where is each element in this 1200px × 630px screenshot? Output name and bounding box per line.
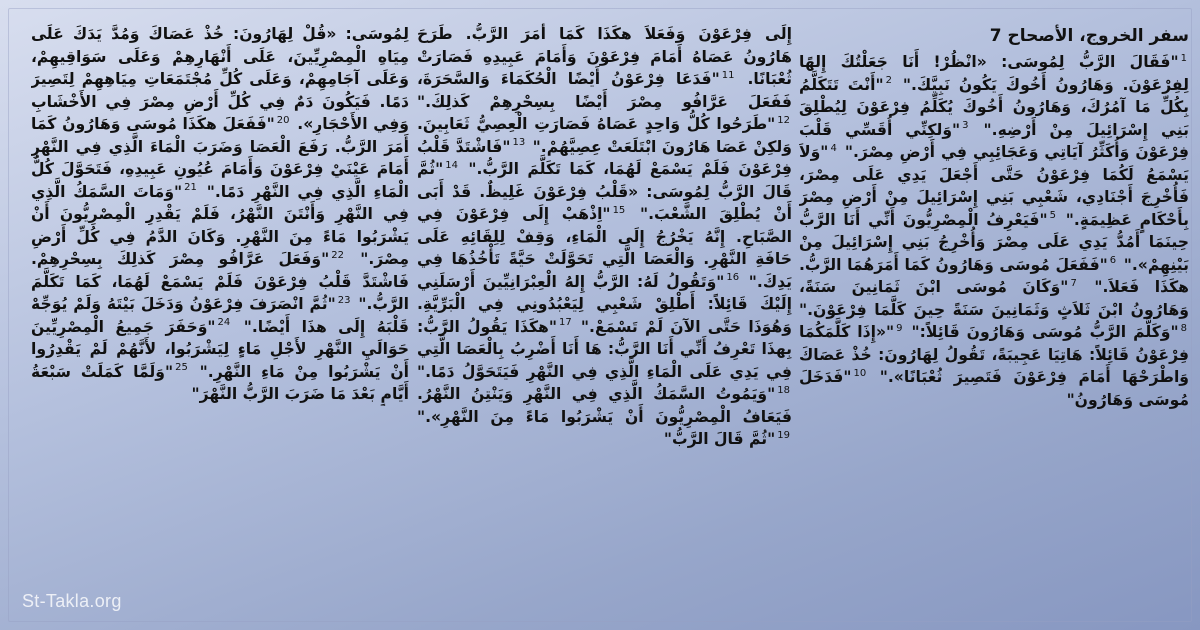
verse-text: "وَكَلَّمَ الرَّبُّ مُوسَى وَهَارُونَ قَائِلاً:" bbox=[904, 323, 1179, 341]
verse-text: "ثُمَّ قَالَ الرَّبُّ لِمُوسَى: «قَلْبُ فِرْعَوْنَ غَلِيظٌ. قَدْ أَبَى أَنْ يُطْلِقَ الشَّعْبَ." bbox=[417, 160, 792, 223]
verse-number: 22 bbox=[331, 249, 344, 261]
text-column-right bbox=[799, 23, 1189, 411]
verse bbox=[417, 385, 792, 426]
verse-text: "فَدَعَا فِرْعَوْنُ أَيْضًا الْحُكَمَاءَ وَالسَّحَرَةَ، فَفَعَلَ عَرَّافُو مِصْرَ أَيْضًا بِسِحْرِهِمْ كَذلِكَ." bbox=[417, 70, 792, 111]
verse-text: "وَيَمُوتُ السَّمَكُ الَّذِي فِي النَّهْرِ وَيَنْتِنُ النَّهْرُ. فَيَعَافُ الْمِصْرِيُّونَ أَنْ يَشْرَبُوا مَاءً مِنَ النَّهْرِ»." bbox=[417, 385, 792, 426]
verse-text: "وَحَفَرَ جَمِيعُ الْمِصْرِيِّينَ حَوَالَيِ النَّهْرِ لأَجْلِ مَاءٍ لِيَشْرَبُوا، لأَنَّهُمْ لَمْ يَقْدِرُوا أَنْ يَشْرَبُوا مِنْ مَاءِ النَّهْرِ." bbox=[31, 317, 409, 381]
verse bbox=[664, 430, 792, 448]
verse-number: 17 bbox=[558, 317, 572, 329]
verse-number: 4 bbox=[830, 142, 837, 154]
verse-number: 6 bbox=[1109, 255, 1117, 267]
verse-list bbox=[31, 23, 409, 406]
verse-text: "أَنْتَ تَتَكَلَّمُ بِكُلِّ مَا آمُرُكَ، وَهَارُونُ أَخُوكَ يُكَلِّمُ فِرْعَوْنَ لِيُطْلِقَ بَنِي إِسْرَائِيلَ مِنْ أَرْضِهِ." bbox=[799, 75, 1189, 139]
verse-text: إِلَى فِرْعَوْنَ وَفَعَلاَ هكَذَا كَمَا أَمَرَ الرَّبُّ. طَرَحَ هَارُونُ عَصَاهُ أَمَامَ فِرْعَوْنَ وَأَمَامَ عَبِيدِهِ فَصَارَتْ ثُعْبَانًا. bbox=[417, 25, 792, 88]
verse-text: لِمُوسَى: «قُلْ لِهَارُونَ: خُذْ عَصَاكَ وَمُدَّ يَدَكَ عَلَى مِيَاهِ الْمِصْرِيِّينَ، عَلَى أَنْهَارِهِمْ وَعَلَى سَوَاقِيهِمْ، وَعَلَى آجَامِهِمْ، وَعَلَى كُلِّ مُجْتَمَعَاتِ مِيَاهِهِمْ لِتَصِيرَ دَمًا. فَيَكُونَ دَمٌ فِي كُلِّ أَرْضِ مِصْرَ فِي الأَخْشَابِ وَفِي الأَحْجَارِ». bbox=[31, 25, 409, 133]
verse-text: "فَيَعْرِفُ الْمِصْرِيُّونَ أَنِّي أَنَا الرَّبُّ حِينَمَا أَمُدُّ يَدِي عَلَى مِصْرَ وَأُخْرِجُ بَنِي إِسْرَائِيلَ مِنْ بَيْنِهِمْ»." bbox=[799, 210, 1189, 274]
text-column-left bbox=[31, 23, 409, 406]
verse-number: 5 bbox=[1049, 210, 1056, 222]
verse-number: 20 bbox=[276, 114, 290, 126]
verse-text: "فَقَالَ الرَّبُّ لِمُوسَى: «انْظُرْ! أَنَا جَعَلْتُكَ إِلهًا لِفِرْعَوْنَ. وَهَارُونُ أَخُوكَ يَكُونُ نَبِيَّكَ." bbox=[799, 53, 1189, 94]
verse-number: 21 bbox=[184, 182, 197, 194]
verse-number: 14 bbox=[445, 159, 458, 171]
verse-number: 18 bbox=[777, 384, 790, 396]
verse-number: 19 bbox=[777, 429, 790, 441]
verse-number: 3 bbox=[962, 120, 969, 132]
verse-text: "فَفَعَلَ هكَذَا مُوسَى وَهَارُونُ كَمَا أَمَرَ الرَّبُّ. رَفَعَ الْعَصَا وَضَرَبَ الْمَاءَ الَّذِي فِي النَّهْرِ أَمَامَ عَيْنَيْ فِرْعَوْنَ وَأَمَامَ عُيُونِ عَبِيدِهِ، فَتَحَوَّلَ كُلُّ الْمَاءِ الَّذِي فِي النَّهْرِ دَمًا." bbox=[31, 115, 409, 201]
text-column-middle bbox=[417, 23, 792, 451]
verse-number: 16 bbox=[726, 272, 740, 284]
verse-text: "فَدَخَلَ مُوسَى وَهَارُونُ" bbox=[799, 368, 1189, 409]
verse-number: 9 bbox=[896, 322, 903, 334]
verse-number: 7 bbox=[1070, 277, 1077, 289]
verse-number: 23 bbox=[337, 294, 351, 306]
verse-text: "فَفَعَلَ مُوسَى وَهَارُونُ كَمَا أَمَرَهُمَا الرَّبُّ. هكَذَا فَعَلاَ." bbox=[799, 255, 1189, 296]
site-watermark: St-Takla.org bbox=[22, 591, 122, 611]
verse-text: "وَكَانَ مُوسَى ابْنَ ثَمَانِينَ سَنَةً، وَهَارُونُ ابْنَ ثَلاَثٍ وَثَمَانِينَ سَنَةً حِينَ كَلَّمَا فِرْعَوْنَ." bbox=[799, 278, 1189, 319]
chapter-title: سفر الخروج، الأصحاح 7 bbox=[989, 26, 1189, 46]
verse-text: "وَمَاتَ السَّمَكُ الَّذِي فِي النَّهْرِ وَأَنْتَنَ النَّهْرُ، فَلَمْ يَقْدِرِ الْمِصْرِيُّونَ أَنْ يَشْرَبُوا مَاءً مِنَ النَّهْرِ. وَكَانَ الدَّمُ فِي كُلِّ أَرْضِ مِصْرَ." bbox=[31, 182, 409, 268]
verse-list bbox=[799, 51, 1189, 411]
verse-text: "طَرَحُوا كُلُّ وَاحِدٍ عَصَاهُ فَصَارَتِ الْعِصِيُّ ثَعَابِينَ. وَلكِنْ عَصَا هَارُونَ ابْتَلَعَتْ عِصِيَّهُمْ." bbox=[417, 115, 792, 156]
verse-text: "وَلاَ يَسْمَعُ لَكُمَا فِرْعَوْنُ حَتَّى أَجْعَلَ يَدِي عَلَى مِصْرَ، فَأُخْرِجَ أَجْنَادِي، شَعْبِي بَنِي إِسْرَائِيلَ مِنْ أَرْضِ مِصْرَ بِأَحْكَامٍ عَظِيمَةٍ." bbox=[799, 143, 1189, 229]
verse-number: 24 bbox=[217, 317, 231, 329]
verse-number: 10 bbox=[853, 367, 867, 379]
verse-text: "«إِذَا كَلَّمَكُمَا فِرْعَوْنُ قَائِلاً: هَاتِيَا عَجِيبَةً، تَقُولُ لِهَارُونَ: خُذْ عَصَاكَ وَاطْرَحْهَا أَمَامَ فِرْعَوْنَ فَتَصِيرَ ثُعْبَانًا»." bbox=[799, 323, 1189, 386]
verse-text: "وَتَقُولُ لَهُ: الرَّبُّ إِلهُ الْعِبْرَانِيِّينَ أَرْسَلَنِي إِلَيْكَ قَائِلاً: أَطْلِقْ شَعْبِي لِيَعْبُدُونِي فِي الْبَرِّيَّةِ. وَهُوَذَا حَتَّى الآنَ لَمْ تَسْمَعْ." bbox=[417, 272, 792, 336]
verse-number: 25 bbox=[175, 362, 188, 374]
verse-number: 12 bbox=[777, 114, 790, 126]
verse-text: "وَفَعَلَ عَرَّافُو مِصْرَ كَذلِكَ بِسِحْرِهِمْ. فَاشْتَدَّ قَلْبُ فِرْعَوْنَ فَلَمْ يَسْمَعْ لَهُمَا، كَمَا تَكَلَّمَ الرَّبُّ." bbox=[31, 250, 409, 313]
verse-text: "ثُمَّ انْصَرَفَ فِرْعَوْنُ وَدَخَلَ بَيْتَهُ وَلَمْ يُوَجِّهْ قَلْبَهُ إِلَى هذَا أَيْضًا." bbox=[31, 295, 409, 336]
verse-text: "فَاشْتَدَّ قَلْبُ فِرْعَوْنَ فَلَمْ يَسْمَعْ لَهُمَا، كَمَا تَكَلَّمَ الرَّبُّ." bbox=[417, 137, 792, 178]
verse-number: 8 bbox=[1180, 322, 1187, 334]
verse-list bbox=[417, 23, 792, 451]
verse-number: 11 bbox=[721, 69, 735, 81]
verse bbox=[905, 323, 1189, 341]
verse-number: 15 bbox=[612, 204, 626, 216]
verse-number: 1 bbox=[1180, 52, 1187, 64]
verse-text: "هكَذَا يَقُولُ الرَّبُّ: بِهذَا تَعْرِفُ أَنِّي أَنَا الرَّبُّ: هَا أَنَا أَضْرِبُ بِالْعَصَا الَّتِي فِي يَدِي عَلَى الْمَاءِ الَّذِي فِي النَّهْرِ فَيَتَحَوَّلُ دَمًا." bbox=[417, 317, 792, 381]
verse-text: "ثُمَّ قَالَ الرَّبُّ" bbox=[663, 430, 776, 448]
verse-number: 2 bbox=[885, 75, 892, 87]
text-panel bbox=[8, 8, 1192, 622]
verse-text: "وَلكِنِّي أُقَسِّي قَلْبَ فِرْعَوْنَ وَأُكَثِّرُ آيَاتِي وَعَجَائِبِي فِي أَرْضِ مِصْرَ." bbox=[799, 120, 1189, 161]
verse-number: 13 bbox=[512, 137, 526, 149]
verse-text: "وَلَمَّا كَمَلَتْ سَبْعَةُ أَيَّامٍ بَعْدَ مَا ضَرَبَ الرَّبُّ النَّهْرَ" bbox=[31, 362, 409, 403]
verse-text: "اِذْهَبْ إِلَى فِرْعَوْنَ فِي الصَّبَاحِ. إِنَّهُ يَخْرُجُ إِلَى الْمَاءِ، وَقِفْ لِلِقَائِهِ عَلَى حَافَةِ النَّهْرِ. وَالْعَصَا الَّتِي تَحَوَّلَتْ حَيَّةً تَأْخُذُهَا فِي يَدِكَ." bbox=[417, 205, 792, 291]
